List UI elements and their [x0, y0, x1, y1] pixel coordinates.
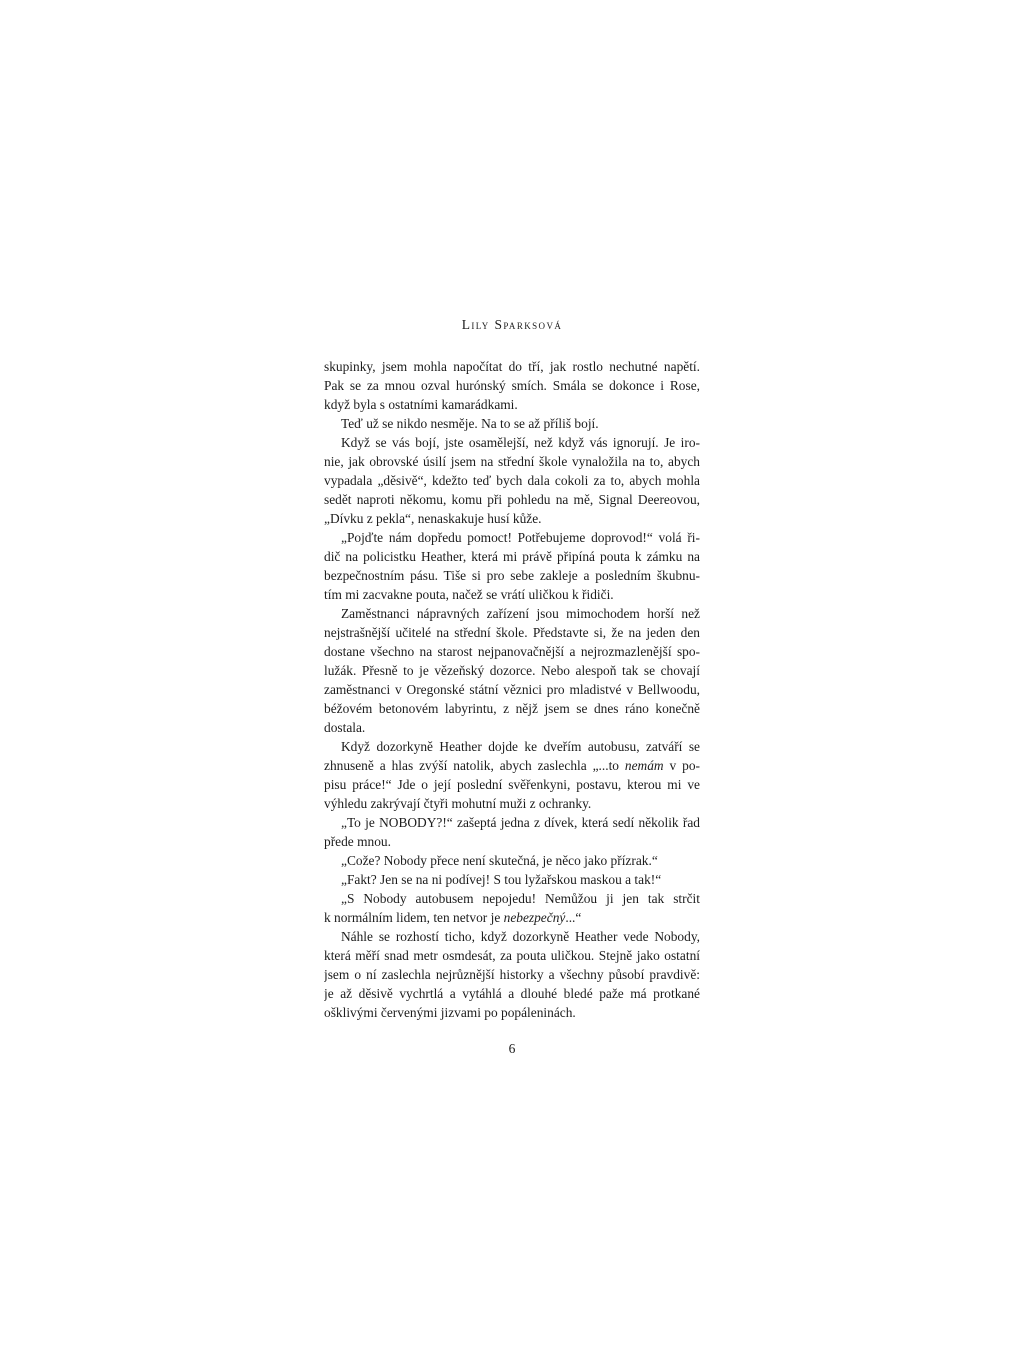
text-line: Zaměstnanci nápravných zařízení jsou mimochodem horší než [341, 606, 700, 621]
text-line: sedět naproti někomu, komu při pohledu na mě, Signal Deereovou, [324, 492, 700, 507]
text-line: vypadala „děsivě“, kdežto teď bych dala cokoli za to, abych mohla [324, 473, 700, 488]
text-line: „Dívku z pekla“, nenaskakuje husí kůže. [324, 511, 542, 526]
text-line: která měří snad metr osmdesát, za pouta uličkou. Stejně jako ostatní [324, 948, 700, 963]
text-line: dostala. [324, 720, 366, 735]
text-line: béžovém betonovém labyrintu, z nějž jsem se dnes ráno konečně [324, 701, 700, 716]
text-line: ošklivými červenými jizvami po popáleninách. [324, 1005, 576, 1020]
text-line: „To je NOBODY?!“ zašeptá jedna z dívek, která sedí několik řad [341, 815, 700, 830]
text-line: lužák. Přesně to je vězeňský dozorce. Nebo alespoň tak se chovají [324, 663, 700, 678]
text-line: dostane všechno na starost nejpanovačnější a nejrozmazlenější spo- [324, 644, 700, 659]
text-line: zaměstnanci v Oregonské státní věznici pro mladistvé v Bellwoodu, [324, 682, 700, 697]
page-number: 6 [508, 1041, 516, 1056]
text-line: skupinky, jsem mohla napočítat do tří, jak rostlo nechutné napětí. [324, 359, 700, 374]
text-line: Náhle se rozhostí ticho, když dozorkyně Heather vede Nobody, [341, 929, 700, 944]
text-line: Když dozorkyně Heather dojde ke dveřím autobusu, zatváří se [341, 739, 700, 754]
text-line: jsem o ní zaslechla nejrůznější historky a všechny působí pravdivě: [324, 967, 700, 982]
text-segment: ...“ [565, 910, 582, 925]
text-line: tím mi zacvakne pouta, načež se vrátí uličkou k řidiči. [324, 587, 614, 602]
text-line: je až děsivě vychrtlá a vytáhlá a dlouhé bledé paže má protkané [324, 986, 700, 1001]
text-line: Když se vás bojí, jste osamělejší, než když vás ignorují. Je iro- [341, 435, 700, 450]
text-line: „S Nobody autobusem nepojedu! Nemůžou ji jen tak strčit [341, 891, 700, 906]
text-line: dič na policistku Heather, která mi právě připíná pouta k zámku na [324, 549, 700, 564]
text-segment: v po- [663, 758, 700, 773]
text-line: bezpečnostním pásu. Tiše si pro sebe zakleje a posledním škubnu- [324, 568, 700, 583]
text-line: Teď už se nikdo nesměje. Na to se až příliš bojí. [341, 416, 599, 431]
emphasis: nemám [624, 758, 664, 773]
text-line [324, 756, 700, 775]
text-line: „Fakt? Jen se na ni podívej! S tou lyžařskou maskou a tak!“ [341, 872, 662, 887]
text-line: nejstrašnější učitelé na střední škole. Představte si, že na jeden den [324, 625, 700, 640]
emphasis: nebezpečný [503, 910, 566, 925]
text-segment: zhnuseně a hlas zvýší natolik, abych zaslechla „...to [324, 758, 625, 773]
text-line: když byla s ostatními kamarádkami. [324, 397, 518, 412]
body-text [324, 357, 700, 1022]
text-line: nie, jak obrovské úsilí jsem na střední škole vynaložila na to, abych [324, 454, 700, 469]
text-line: pisu práce!“ Jde o její poslední svěřenkyni, postavu, kterou mi ve [324, 777, 700, 792]
text-line: Pak se za mnou ozval hurónský smích. Smála se dokonce i Rose, [324, 378, 700, 393]
text-line: výhledu zakrývají čtyři mohutní muži z ochranky. [324, 796, 592, 811]
text-segment: k normálním lidem, ten netvor je [324, 910, 504, 925]
text-line: „Cože? Nobody přece není skutečná, je něco jako přízrak.“ [341, 853, 658, 868]
text-line: „Pojďte nám dopředu pomoct! Potřebujeme doprovod!“ volá ři- [341, 530, 700, 545]
text-line: přede mnou. [324, 834, 391, 849]
text-line [324, 908, 700, 927]
running-head: Lily Sparksová [461, 317, 563, 332]
